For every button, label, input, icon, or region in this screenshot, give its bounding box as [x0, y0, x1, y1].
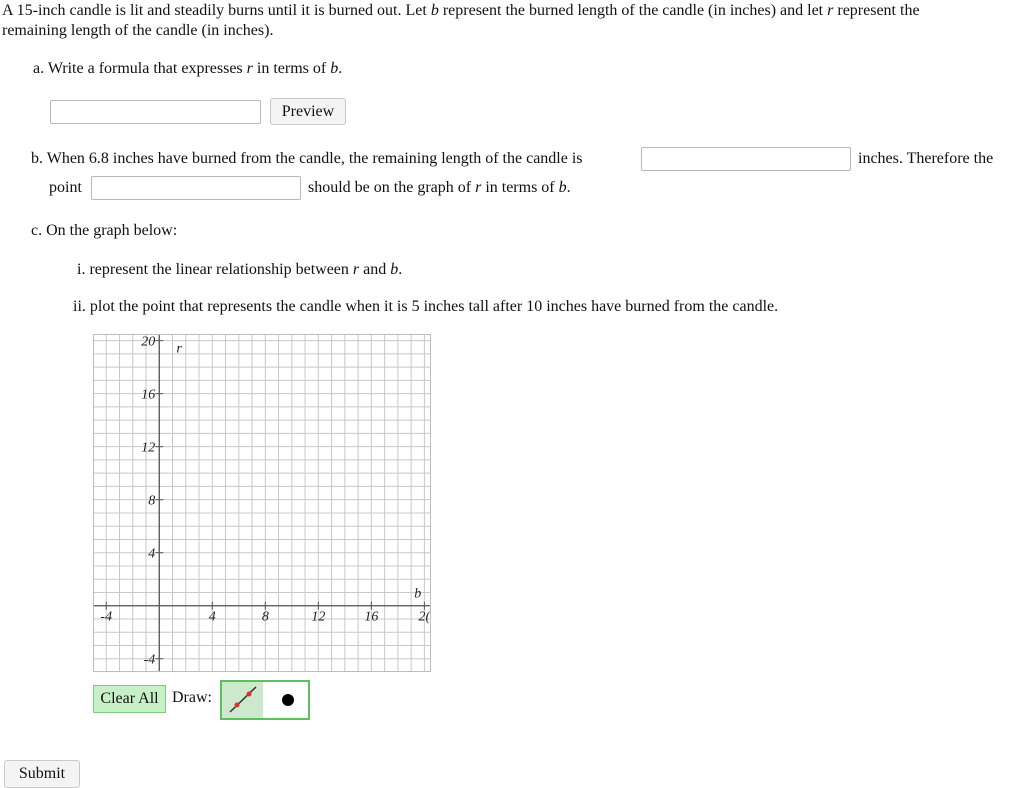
part-b-text: in terms of	[481, 179, 559, 196]
part-b-prompt: b. When 6.8 inches have burned from the candle, the remaining length of the candle is	[31, 150, 583, 167]
line-segment-icon	[222, 682, 263, 718]
point-icon	[263, 682, 308, 718]
draw-label: Draw:	[172, 689, 212, 706]
y-tick-label: 12	[141, 440, 156, 456]
y-axis-label: r	[176, 341, 182, 357]
x-tick-label: 16	[364, 609, 379, 625]
part-c-text: i. represent the linear relationship between	[77, 261, 353, 278]
problem-text: represent the burned length of the candle (in inches) and let	[438, 2, 828, 19]
y-tick-label: 20	[141, 334, 156, 350]
variable-r: r	[246, 60, 253, 77]
remaining-length-input[interactable]	[641, 147, 851, 171]
x-tick-label: 8	[261, 609, 269, 625]
problem-line-2: remaining length of the candle (in inches).	[2, 22, 274, 39]
point-tool-button[interactable]	[263, 680, 310, 720]
x-axis-label: b	[414, 586, 422, 602]
x-tick-label: 2(	[418, 609, 431, 625]
part-c-heading: c. On the graph below:	[31, 222, 178, 239]
part-a-prompt	[33, 59, 342, 79]
problem-text: represent the	[833, 2, 920, 19]
part-b-text: .	[566, 179, 571, 196]
part-a-text: in terms of	[252, 60, 331, 77]
part-b-graph-text	[308, 178, 571, 198]
y-tick-label: 8	[148, 493, 156, 509]
x-tick-label: 12	[311, 609, 326, 625]
preview-button[interactable]: Preview	[270, 98, 346, 125]
variable-r: r	[827, 2, 834, 19]
problem-line-1	[2, 1, 920, 21]
variable-r: r	[475, 179, 482, 196]
part-c-item-ii: ii. plot the point that represents the candle when it is 5 inches tall after 10 inches have burned from the candle.	[73, 298, 779, 315]
part-a-text: .	[338, 60, 343, 77]
y-tick-label: 16	[141, 387, 156, 403]
y-tick-label: 4	[148, 546, 156, 562]
coordinate-graph[interactable]	[93, 334, 431, 672]
part-b-inches-text: inches. Therefore the	[858, 150, 994, 167]
part-b-text: should be on the graph of	[308, 179, 476, 196]
problem-text: A 15-inch candle is lit and steadily burns until it is burned out. Let	[2, 2, 431, 19]
x-tick-label: -4	[100, 609, 113, 625]
y-tick-label: -4	[143, 652, 156, 668]
part-b-point-text: point	[49, 179, 82, 196]
x-tick-label: 4	[208, 609, 216, 625]
variable-b: b	[430, 2, 439, 19]
part-c-text: and	[359, 261, 391, 278]
formula-input[interactable]	[50, 100, 261, 124]
variable-b: b	[390, 261, 399, 278]
submit-button[interactable]: Submit	[4, 760, 80, 788]
line-tool-button[interactable]	[220, 680, 265, 720]
clear-all-button[interactable]: Clear All	[93, 685, 166, 713]
part-c-text: .	[398, 261, 403, 278]
variable-r: r	[352, 261, 360, 278]
part-c-item-i	[77, 260, 402, 280]
variable-b: b	[330, 60, 339, 77]
part-a-text: a. Write a formula that expresses	[33, 60, 247, 77]
variable-b: b	[558, 179, 567, 196]
point-input[interactable]	[91, 176, 301, 200]
